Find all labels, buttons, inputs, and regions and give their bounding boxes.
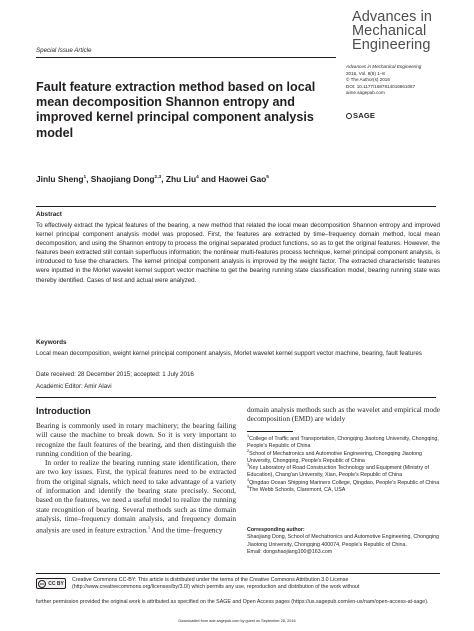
affiliation-number: 2 — [247, 448, 250, 453]
sage-logo — [346, 111, 375, 120]
intro-paragraph-2-text: In order to realize the bearing running state identification, there are two key issues. First, the typical features need to be extracted from the original signals, which need to take advantage of a variety of information and identify the bearing state precisely. Second, based on the features, we need a useful model to realize the running state recognition of bearing. Several methods such as time domain analysis, time–frequency domain analysis, and frequency domain analysis are used in feature extraction. — [36, 458, 236, 535]
affiliation-item — [247, 478, 440, 490]
license-text-line2: further permission provided the original work is attributed as specified on the SAGE and Open Access pages (https://us.sagepub.com/en-us/nam/open-access-at-sage). — [36, 599, 429, 605]
meta-volume: 2016, Vol. 8(8) 1–8 — [346, 70, 385, 76]
corresponding-details: Shaojiang Dong, School of Mechatronics and Automotive Engineering, Chongqing Jiaotong University, Chongqing 400074, People's Republic of China. — [247, 534, 439, 548]
cc-badge-label: CC BY — [48, 580, 64, 587]
citation-ref[interactable]: 1 — [147, 525, 151, 531]
abstract-text: To effectively extract the typical features of the bearing, a new method that related the local mean decomposition Shannon entropy and improved kernel principal component analysis model was proposed. First, the features are extracted by time–frequency domain method, local mean decomposition, and using the Shannon entropy to process the original separated product functions, so as to get the original features. However, the features been extracted still contain superfluous information; the nonlinear multi-features process technique, kernel principal component analysis, is introduced to fuse the characters. The kernel principal component analysis is improved by the weight factor. The extracted characteristic features were inputted in the Morlet wavelet kernel support vector machine to get the bearing running state classification model, bearing running state was thereby identified. Cases of test and actual were analyzed. — [36, 222, 440, 284]
dates-line: Date received: 28 December 2015; accepted: 1 July 2016 — [36, 371, 194, 378]
corresponding-author — [247, 527, 440, 556]
affiliation-text: Key Laboratory of Road Construction Technology and Equipment (Ministry of Education), Chang'an University, Xian, People's Republic of China — [247, 465, 429, 479]
author-affiliation-ref: 2,3 — [154, 175, 162, 181]
author-name: Zhu Liu — [165, 174, 197, 184]
keywords-text: Local mean decomposition, weight kernel principal component analysis, Morlet wavelet kernel support vector machine, bearing, fault features — [36, 350, 422, 357]
author-affiliation-ref: 4 — [196, 175, 199, 181]
affiliations — [247, 436, 440, 494]
author-separator: , — [161, 174, 166, 184]
affiliations-rule — [247, 431, 293, 432]
affiliation-number: 5 — [247, 485, 250, 490]
journal-name-line2: Mechanical — [352, 23, 427, 39]
academic-editor: Academic Editor: Amir Alavi — [36, 383, 112, 390]
meta-copyright: © The Author(s) 2016 — [346, 77, 390, 82]
license-rule — [36, 573, 440, 574]
corresponding-heading: Corresponding author: — [247, 527, 305, 533]
front-matter-rule — [36, 397, 436, 398]
author-name: Haowei Gao — [218, 174, 267, 184]
author-name: Jinlu Sheng — [36, 174, 84, 184]
download-notice: Downloaded from ade.sagepub.com by guest on September 28, 2016 — [178, 619, 296, 623]
affiliation-number: 1 — [247, 434, 250, 439]
author-affiliation-ref: 5 — [266, 175, 269, 181]
intro-paragraph-2-tail: And the time–frequency — [150, 525, 223, 535]
affiliation-text: The Webb Schools, Claremont, CA, USA — [249, 487, 346, 494]
intro-paragraph-1: Bearing is commonly used in rotary machinery; the bearing failing will cause the machine to break down. So it is very important to recognize the fault features of the bearing, and then distinguish the running condition of the bearing. — [36, 421, 236, 458]
meta-url[interactable]: aime.sagepub.com — [346, 90, 385, 95]
article-title: Fault feature extraction method based on local mean decomposition Shannon entropy and improved kernel principal component analysis model — [36, 80, 316, 140]
introduction-heading: Introduction — [36, 405, 91, 416]
meta-journal: Advances in Mechanical Engineering — [346, 64, 422, 69]
cc-icon: cc — [39, 581, 45, 586]
journal-name-line3: Engineering — [352, 37, 431, 53]
affiliation-item — [247, 487, 440, 494]
license-text-line1: Creative Commons CC-BY: This article is distributed under the terms of the Creative Commons Attribution 3.0 License (http://www.creativecommons.org/licenses/by/3.0/) which permits any use, reproduction and distribution of the work without — [72, 577, 360, 591]
journal-name — [352, 10, 462, 52]
introduction-column-left — [36, 421, 236, 535]
author-separator: and — [198, 174, 219, 184]
cc-by-badge[interactable] — [36, 578, 66, 589]
corresponding-email[interactable]: Email: dongshaojiang100@163.com — [247, 548, 333, 555]
affiliation-text: Qingdao Ocean Shipping Mariners College, Qingdao, People's Republic of China — [249, 479, 440, 486]
affiliation-number: 4 — [247, 478, 250, 483]
introduction-column-right: domain analysis methods such as the wavelet and empirical mode decomposition (EMD) are widely — [247, 405, 440, 424]
keywords-heading: Keywords — [36, 339, 67, 346]
affiliation-number: 3 — [247, 463, 250, 468]
header-rule — [36, 57, 336, 58]
intro-paragraph-2 — [36, 458, 236, 535]
affiliation-text: College of Traffic and Transportation, Chongqing Jiaotong University, Chongqing, People's Republic of China — [247, 436, 439, 450]
abstract-rule — [36, 206, 436, 207]
author-affiliation-ref: 1 — [83, 175, 87, 181]
journal-name-line1: Advances in — [352, 9, 433, 25]
affiliation-item — [247, 448, 440, 466]
affiliation-text: School of Mechatronics and Automotive Engineering, Chongqing Jiaotong University, Chongqing, People's Republic of China — [247, 450, 422, 464]
sage-logo-text: SAGE — [353, 111, 376, 120]
journal-meta — [346, 64, 462, 97]
abstract-heading: Abstract — [36, 211, 62, 218]
article-type: Special Issue Article — [36, 47, 92, 54]
sage-logo-icon — [346, 113, 352, 119]
meta-doi[interactable]: DOI: 10.1177/1687814016661087 — [346, 83, 416, 89]
affiliation-item — [247, 436, 440, 451]
author-name: Shaojiang Dong — [90, 174, 155, 184]
author-separator: , — [86, 174, 91, 184]
author-list — [36, 174, 416, 184]
